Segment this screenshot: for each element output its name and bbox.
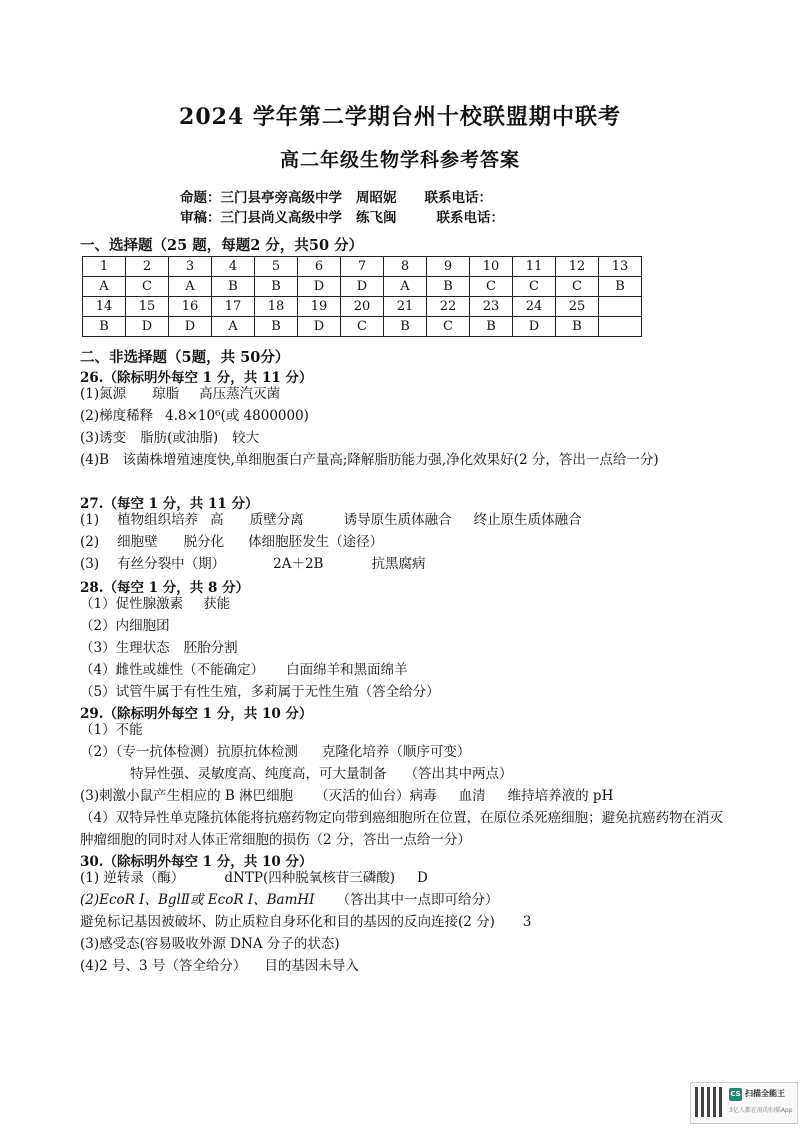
author-phone-label: 联系电话： <box>424 190 492 206</box>
q27-l2-a: 细胞壁 <box>117 534 158 550</box>
question-number-cell: 16 <box>169 297 212 317</box>
q26-l3-a: (3)诱变 <box>80 430 127 446</box>
answer-cell: A <box>169 277 212 297</box>
table-row-numbers-2 <box>83 297 642 317</box>
q27-l2-c: 体细胞胚发生（途径） <box>248 534 384 550</box>
answer-cell: B <box>212 277 255 297</box>
q27-l2-b: 脱分化 <box>183 534 225 550</box>
q30-l5-a: (4)2 号、3 号（答全给分） <box>80 958 247 974</box>
answer-cell: C <box>556 277 599 297</box>
qr-code-icon <box>695 1087 725 1117</box>
question-number-cell: 13 <box>599 257 642 277</box>
q26-line3 <box>80 427 259 449</box>
answer-cell: D <box>298 277 341 297</box>
q28-heading: 28.（每空 1 分，共 8 分） <box>80 580 250 596</box>
answer-cell: B <box>384 317 427 337</box>
q29-l4-c: 血清 <box>458 788 486 804</box>
q27-l3-c: 抗黑腐病 <box>371 556 426 572</box>
question-number-cell: 24 <box>513 297 556 317</box>
q30-line3 <box>80 911 532 933</box>
q28-line2: （2）内细胞团 <box>80 618 170 634</box>
answer-cell: D <box>513 317 556 337</box>
q27-line1 <box>80 509 582 531</box>
q26-l2-a: (2)梯度稀释 <box>80 408 154 424</box>
answer-cell: B <box>83 317 126 337</box>
q30-line4: (3)感受态(容易吸收外源 DNA 分子的状态) <box>80 936 340 952</box>
q28-l1-b: 获能 <box>203 596 231 612</box>
q27-l1-c: 质壁分离 <box>249 512 304 528</box>
answer-cell: D <box>341 277 384 297</box>
q29-l4-b: （灭活的仙台）病毒 <box>315 788 437 804</box>
q28-line1 <box>80 593 230 615</box>
reviewer-line <box>180 206 504 226</box>
q27-l3-num: (3) <box>80 556 100 572</box>
answer-cell: C <box>341 317 384 337</box>
question-number-cell: 23 <box>470 297 513 317</box>
q27-line3 <box>80 553 425 575</box>
answer-cell <box>599 317 642 337</box>
author-label: 命题： <box>180 190 221 206</box>
q29-l2-b: 克隆化培养（顺序可变） <box>321 744 471 760</box>
reviewer-label: 审稿： <box>180 210 221 226</box>
q28-l3-a: （3）生理状态 <box>80 640 170 656</box>
table-row-numbers-1 <box>83 257 642 277</box>
q28-line5: （5）试管牛属于有性生殖，多莉属于无性生殖（答全给分） <box>80 684 440 700</box>
q30-l1-a: (1) 逆转录（酶） <box>80 870 185 886</box>
answer-cell: B <box>427 277 470 297</box>
q27-l1-b: 高 <box>210 512 224 528</box>
answer-cell: D <box>169 317 212 337</box>
q27-l3-b: 2A＋2B <box>273 556 324 572</box>
question-number-cell: 11 <box>513 257 556 277</box>
q29-line4 <box>80 785 613 807</box>
question-number-cell: 2 <box>126 257 169 277</box>
q28-l4-a: （4）雌性或雄性（不能确定） <box>80 662 265 678</box>
author-name: 周昭妮 <box>356 190 397 206</box>
answer-cell: A <box>212 317 255 337</box>
q30-line1 <box>80 867 428 889</box>
q26-heading: 26.（除标明外每空 1 分，共 11 分） <box>80 370 313 386</box>
question-number-cell: 19 <box>298 297 341 317</box>
answer-cell: D <box>298 317 341 337</box>
answer-cell: B <box>470 317 513 337</box>
question-number-cell: 20 <box>341 297 384 317</box>
q26-line4: (4)B 该菌株增殖速度快,单细胞蛋白产量高;降解脂肪能力强,净化效果好(2 分，答出一点给一分) <box>80 452 659 468</box>
q29-l3-a: 特异性强、灵敏度高、纯度高，可大量制备 <box>130 766 387 782</box>
q29-line1: （1）不能 <box>80 722 143 738</box>
q26-l3-b: 脂肪(或油脂) <box>140 430 219 446</box>
scanner-watermark <box>690 1082 798 1124</box>
scanner-slogan: 3亿人都在用的扫描App <box>729 1107 793 1114</box>
q30-line2 <box>80 889 499 911</box>
q26-line2 <box>80 405 309 427</box>
q28-l3-b: 胚胎分割 <box>183 640 238 656</box>
q29-l2-a: （2）（专一抗体检测）抗原抗体检测 <box>80 744 298 760</box>
q30-l2-b: （答出其中一点即可给分） <box>336 892 499 908</box>
question-number-cell: 3 <box>169 257 212 277</box>
q26-l3-c: 较大 <box>232 430 260 446</box>
answer-cell: C <box>126 277 169 297</box>
q27-l1-num: (1) <box>80 512 100 528</box>
q27-l2-num: (2) <box>80 534 100 550</box>
question-number-cell: 12 <box>556 257 599 277</box>
reviewer-school: 三门县尚义高级中学 <box>220 210 342 226</box>
q28-line3 <box>80 637 238 659</box>
q26-l1-a: (1)氮源 <box>80 386 127 402</box>
question-number-cell: 4 <box>212 257 255 277</box>
q28-l1-a: （1）促性腺激素 <box>80 596 184 612</box>
q26-l1-c: 高压蒸汽灭菌 <box>199 386 281 402</box>
answer-cell: B <box>255 317 298 337</box>
exam-title: 2024 学年第二学期台州十校联盟期中联考 <box>179 104 621 130</box>
q29-line3 <box>130 763 513 785</box>
question-number-cell: 10 <box>470 257 513 277</box>
question-number-cell: 1 <box>83 257 126 277</box>
q29-heading: 29.（除标明外每空 1 分，共 10 分） <box>80 706 313 722</box>
exam-subtitle: 高二年级生物学科参考答案 <box>279 149 520 171</box>
q30-heading: 30.（除标明外每空 1 分，共 10 分） <box>80 854 313 870</box>
question-number-cell: 8 <box>384 257 427 277</box>
question-number-cell: 17 <box>212 297 255 317</box>
q29-l4-d: 维持培养液的 pH <box>507 788 614 804</box>
question-number-cell <box>599 297 642 317</box>
q30-l1-b: dNTP(四种脱氧核苷三磷酸) <box>224 870 395 886</box>
reviewer-phone-label: 联系电话： <box>436 210 504 226</box>
q26-line1 <box>80 383 280 405</box>
q29-line5: （4）双特异性单克隆抗体能将抗癌药物定向带到癌细胞所在位置，在原位杀死癌细胞；避免抗癌药物在消灭肿瘤细胞的同时对人体正常细胞的损伤（2 分，答出一点给一分） <box>80 810 724 848</box>
author-school: 三门县亭旁高级中学 <box>220 190 342 206</box>
question-number-cell: 9 <box>427 257 470 277</box>
q27-l1-e: 终止原生质体融合 <box>473 512 582 528</box>
answer-table <box>82 256 642 337</box>
q29-l3-b: （答出其中两点） <box>404 766 513 782</box>
section2-title: 二、非选择题（5题，共 50分） <box>80 349 290 366</box>
answer-cell: B <box>255 277 298 297</box>
q27-heading: 27.（每空 1 分，共 11 分） <box>80 496 259 512</box>
question-number-cell: 25 <box>556 297 599 317</box>
q27-l1-a: 植物组织培养 <box>117 512 199 528</box>
scanner-app-name: 扫描全能王 <box>745 1089 785 1098</box>
answer-cell: D <box>126 317 169 337</box>
camscanner-logo: CS <box>729 1088 742 1101</box>
answer-cell: B <box>556 317 599 337</box>
question-number-cell: 14 <box>83 297 126 317</box>
q26-l2-b: 4.8×10⁶(或 4800000) <box>165 408 309 424</box>
q29-l4-a: (3)刺激小鼠产生相应的 B 淋巴细胞 <box>80 788 294 804</box>
q26-l1-b: 琼脂 <box>152 386 180 402</box>
q27-l3-a: 有丝分裂中（期） <box>117 556 226 572</box>
q30-l2-a: (2)EcoR Ⅰ、BglⅡ或 EcoR Ⅰ、BamHⅠ <box>80 892 315 908</box>
q29-line2 <box>80 741 470 763</box>
q30-l1-c: D <box>417 870 428 886</box>
q27-line2 <box>80 531 383 553</box>
answer-cell: C <box>470 277 513 297</box>
question-number-cell: 22 <box>427 297 470 317</box>
q28-l4-b: 白面绵羊和黑面绵羊 <box>286 662 408 678</box>
question-number-cell: 15 <box>126 297 169 317</box>
table-row-answers-2 <box>83 317 642 337</box>
question-number-cell: 21 <box>384 297 427 317</box>
answer-cell: A <box>384 277 427 297</box>
q27-l1-d: 诱导原生质体融合 <box>343 512 452 528</box>
question-number-cell: 6 <box>298 257 341 277</box>
question-number-cell: 5 <box>255 257 298 277</box>
question-number-cell: 7 <box>341 257 384 277</box>
q30-l3-b: 3 <box>522 914 532 930</box>
answer-cell: A <box>83 277 126 297</box>
answer-cell: C <box>427 317 470 337</box>
q30-l3-a: 避免标记基因被破坏、防止质粒自身环化和目的基因的反向连接(2 分) <box>80 914 495 930</box>
reviewer-name: 练飞闽 <box>356 210 397 226</box>
answer-cell: C <box>513 277 556 297</box>
question-number-cell: 18 <box>255 297 298 317</box>
q28-line4 <box>80 659 408 681</box>
q30-l5-b: 目的基因未导入 <box>264 958 359 974</box>
table-row-answers-1 <box>83 277 642 297</box>
q30-line5 <box>80 955 359 977</box>
author-line <box>180 186 492 206</box>
section1-title: 一、选择题（25 题，每题2 分，共50 分） <box>80 237 364 254</box>
answer-cell: B <box>599 277 642 297</box>
